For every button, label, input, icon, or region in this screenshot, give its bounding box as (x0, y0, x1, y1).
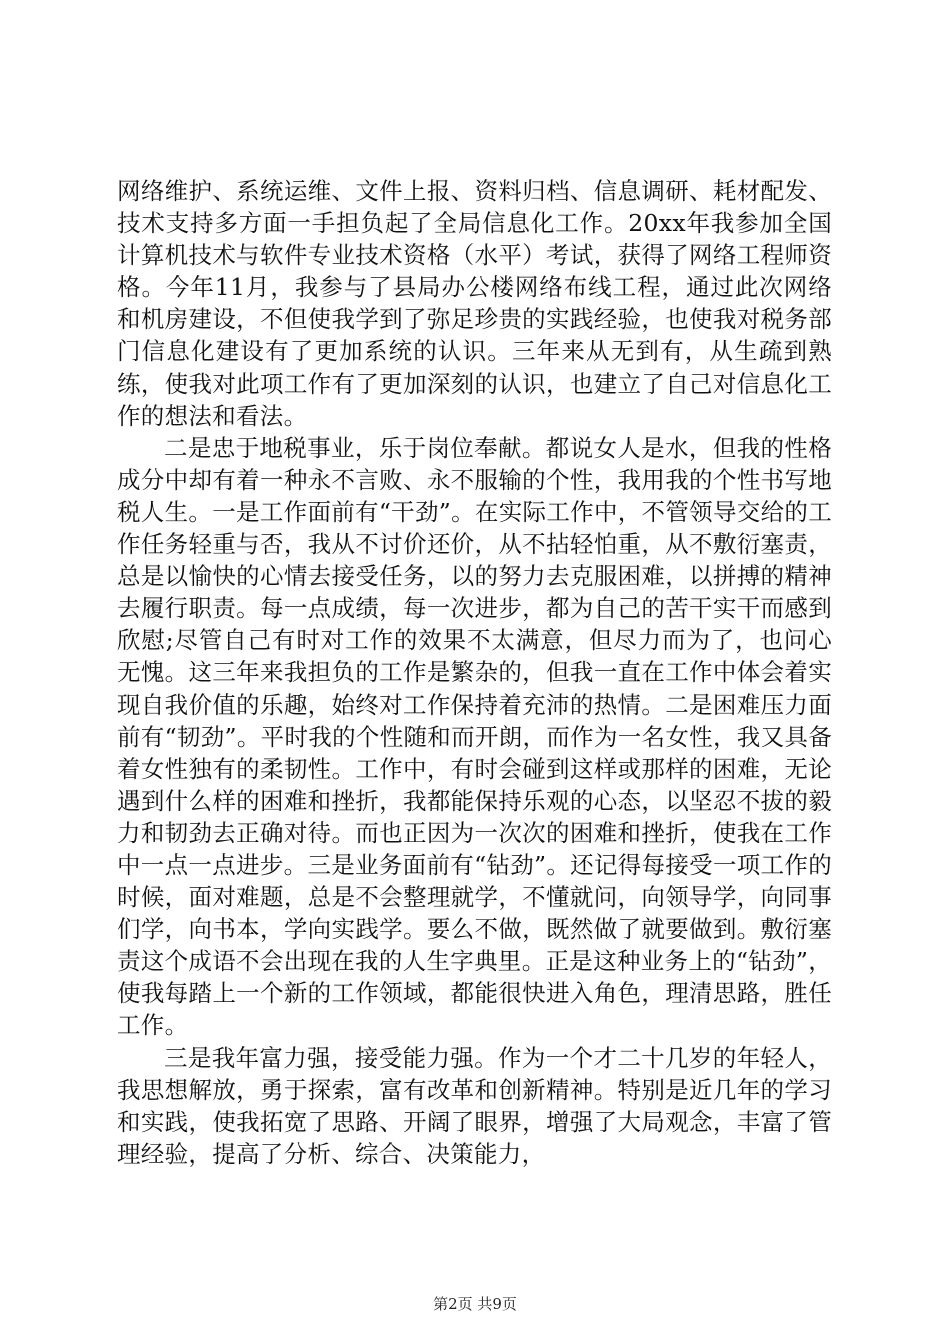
paragraph-2: 二是忠于地税事业，乐于岗位奉献。都说女人是水，但我的性格成分中却有着一种永不言败、永不服输的个性，我用我的个性书写地税人生。一是工作面前有“干劲”。在实际工作中，不管领导交给的工作任务轻重与否，我从不讨价还价，从不拈轻怕重，从不敷衍塞责，总是以愉快的心情去接受任务，以的努力去克服困难，以拼搏的精神去履行职责。每一点成绩，每一次进步，都为自己的苦干实干而感到欣慰;尽管自己有时对工作的效果不太满意，但尽力而为了，也问心无愧。这三年来我担负的工作是繁杂的，但我一直在工作中体会着实现自我价值的乐趣，始终对工作保持着充沛的热情。二是困难压力面前有“韧劲”。平时我的个性随和而开朗，而作为一名女性，我又具备着女性独有的柔韧性。工作中，有时会碰到这样或那样的困难，无论遇到什么样的困难和挫折，我都能保持乐观的心态，以坚忍不拔的毅力和韧劲去正确对待。而也正因为一次次的困难和挫折，使我在工作中一点一点进步。三是业务面前有“钻劲”。还记得每接受一项工作的时候，面对难题，总是不会整理就学，不懂就问，向领导学，向同事们学，向书本，学向实践学。要么不做，既然做了就要做到。敷衍塞责这个成语不会出现在我的人生字典里。正是这种业务上的“钻劲”，使我每踏上一个新的工作领域，都能很快进入角色，理清思路，胜任工作。 (117, 433, 832, 1040)
document-body (117, 175, 832, 1170)
paragraph-3: 三是我年富力强，接受能力强。作为一个才二十几岁的年轻人，我思想解放，勇于探索，富有改革和创新精神。特别是近几年的学习和实践，使我拓宽了思路、开阔了眼界，增强了大局观念，丰富了管理经验，提高了分析、综合、决策能力， (117, 1043, 832, 1168)
paragraph-1: 网络维护、系统运维、文件上报、资料归档、信息调研、耗材配发、技术支持多方面一手担负起了全局信息化工作。20xx年我参加全国计算机技术与软件专业技术资格（水平）考试，获得了网络工程师资格。今年11月，我参与了县局办公楼网络布线工程，通过此次网络和机房建设，不但使我学到了弥足珍贵的实践经验，也使我对税务部门信息化建设有了更加系统的认识。三年来从无到有，从生疏到熟练，使我对此项工作有了更加深刻的认识，也建立了自己对信息化工作的想法和看法。 (117, 177, 832, 430)
page-footer: 第2页 共9页 (433, 1295, 517, 1313)
